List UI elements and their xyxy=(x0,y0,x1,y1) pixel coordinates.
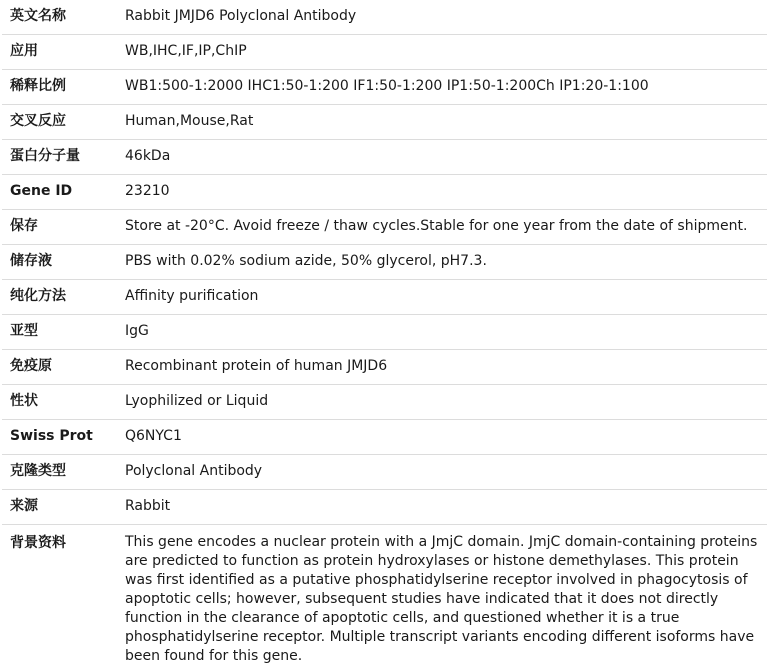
spec-label: 保存 xyxy=(2,209,116,244)
spec-row-storage xyxy=(2,209,767,244)
spec-label: 稀释比例 xyxy=(2,69,116,104)
spec-value: WB1:500-1:2000 IHC1:50-1:200 IF1:50-1:200 IP1:50-1:200Ch IP1:20-1:100 xyxy=(116,69,767,104)
spec-row-form xyxy=(2,384,767,419)
spec-row-background xyxy=(2,524,767,666)
spec-value: Rabbit xyxy=(116,489,767,524)
spec-row-host xyxy=(2,489,767,524)
spec-value: Recombinant protein of human JMJD6 xyxy=(116,349,767,384)
spec-value: WB,IHC,IF,IP,ChIP xyxy=(116,34,767,69)
spec-label: 蛋白分子量 xyxy=(2,139,116,174)
spec-value: Store at -20°C. Avoid freeze / thaw cycles.Stable for one year from the date of shipment. xyxy=(116,209,767,244)
spec-label: 免疫原 xyxy=(2,349,116,384)
spec-row-isotype xyxy=(2,314,767,349)
spec-label: 交叉反应 xyxy=(2,104,116,139)
spec-row-clonality xyxy=(2,454,767,489)
spec-row-swiss-prot xyxy=(2,419,767,454)
spec-label: Swiss Prot xyxy=(2,419,116,454)
spec-row-immunogen xyxy=(2,349,767,384)
product-spec-table xyxy=(2,0,767,666)
spec-label: 背景资料 xyxy=(2,524,116,666)
spec-value: IgG xyxy=(116,314,767,349)
spec-row-molecular-weight xyxy=(2,139,767,174)
spec-row-dilution xyxy=(2,69,767,104)
spec-label: 储存液 xyxy=(2,244,116,279)
spec-row-gene-id xyxy=(2,174,767,209)
spec-value: Q6NYC1 xyxy=(116,419,767,454)
spec-label: Gene ID xyxy=(2,174,116,209)
spec-label: 亚型 xyxy=(2,314,116,349)
spec-label: 性状 xyxy=(2,384,116,419)
spec-value: 23210 xyxy=(116,174,767,209)
spec-row-application xyxy=(2,34,767,69)
spec-value: Affinity purification xyxy=(116,279,767,314)
spec-row-purification xyxy=(2,279,767,314)
spec-value: 46kDa xyxy=(116,139,767,174)
spec-value-background: This gene encodes a nuclear protein with a JmjC domain. JmjC domain-containing proteins are predicted to function as protein hydroxylases or histone demethylases. This protein was first identified as a putative phosphatidylserine receptor involved in phagocytosis of apoptotic cells; however, subsequent studies have indicated that it does not directly function in the clearance of apoptotic cells, and questioned whether it is a true phosphatidylserine receptor. Multiple transcript variants encoding different isoforms have been found for this gene. xyxy=(116,524,767,666)
spec-label: 英文名称 xyxy=(10,8,66,24)
spec-row-english-name xyxy=(2,0,767,34)
spec-value: Rabbit JMJD6 Polyclonal Antibody xyxy=(125,8,357,24)
spec-value: PBS with 0.02% sodium azide, 50% glycerol, pH7.3. xyxy=(116,244,767,279)
spec-label: 克隆类型 xyxy=(2,454,116,489)
spec-value: Lyophilized or Liquid xyxy=(116,384,767,419)
spec-row-storage-buffer xyxy=(2,244,767,279)
spec-value: Human,Mouse,Rat xyxy=(116,104,767,139)
spec-label: 应用 xyxy=(2,34,116,69)
spec-label: 来源 xyxy=(2,489,116,524)
spec-value: Polyclonal Antibody xyxy=(116,454,767,489)
spec-row-reactivity xyxy=(2,104,767,139)
spec-label: 纯化方法 xyxy=(2,279,116,314)
